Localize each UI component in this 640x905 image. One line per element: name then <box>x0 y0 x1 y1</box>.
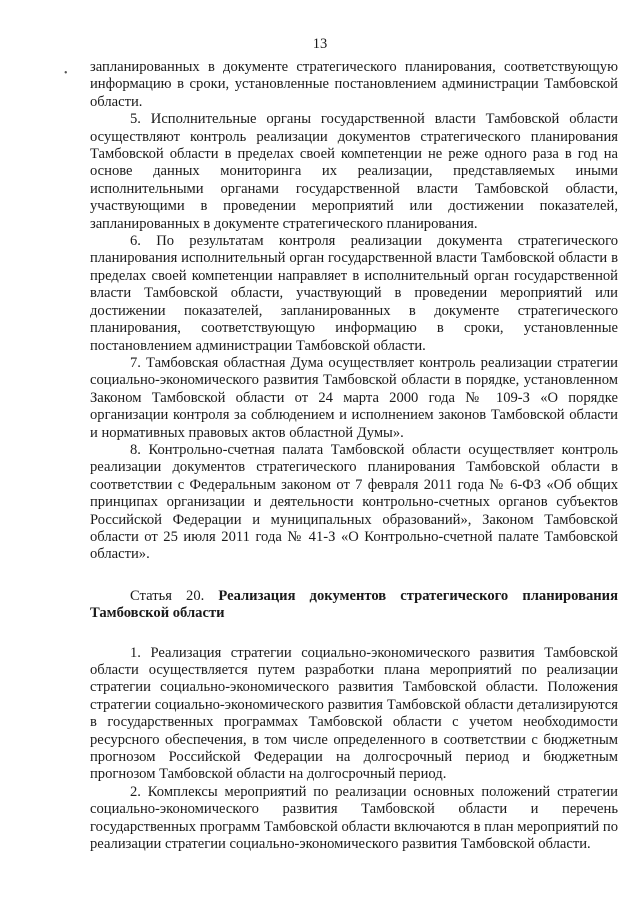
document-body <box>90 59 618 853</box>
article-paragraph-2: 2. Комплексы мероприятий по реализации основных положений стратегии социально-экономического развития Тамбовской области и перечень государственных программ Тамбовской области включаются в план мероприятий по реализации стратегии социально-экономического развития Тамбовской области. <box>90 783 618 853</box>
paragraph-continuation: запланированных в документе стратегического планирования, соответствующую информацию в сроки, установленные постановлением администрации Тамбовской области. <box>90 59 618 110</box>
page-number: 13 <box>312 36 328 52</box>
article-heading <box>90 588 618 623</box>
spacer <box>90 564 618 588</box>
article-paragraph-1: 1. Реализация стратегии социально-экономического развития Тамбовской области осуществляется путем разработки плана мероприятий по реализации стратегии социально-экономического развития Тамбовской области. Положения стратегии социально-экономического развития Тамбовской области детализируются в государственных программах Тамбовской области с учетом необходимости ресурсного обеспечения, в том числе определенного в соответствии с бюджетным прогнозом Российской Федерации на долгосрочный период и бюджетным прогнозом Тамбовской области на долгосрочный период. <box>90 644 618 783</box>
paragraph-7: 7. Тамбовская областная Дума осуществляет контроль реализации стратегии социально-экономического развития Тамбовской области в порядке, установленном Законом Тамбовской области от 24 марта 2000 года № 109-З «О порядке организации контроля за соблюдением и исполнением законов Тамбовской области и нормативных правовых актов областной Думы». <box>90 354 618 441</box>
paragraph-8: 8. Контрольно-счетная палата Тамбовской области осуществляет контроль реализации документов стратегического планирования Тамбовской области в соответствии с Федеральным законом от 7 февраля 2011 года № 6-ФЗ «Об общих принципах организации и деятельности контрольно-счетных органов субъектов Российской Федерации и муниципальных образований», Законом Тамбовской области от 25 июля 2011 года № 41-З «О Контрольно-счетной палате Тамбовской области». <box>90 441 618 563</box>
paragraph-6: 6. По результатам контроля реализации документа стратегического планирования исполнительный орган государственной власти Тамбовской области в пределах своей компетенции направляет в исполнительный орган государственной власти Тамбовской области, участвующий в проведении мероприятий или достижении показателей, запланированных в документе стратегического планирования, соответствующую информацию в сроки, установленные постановлением администрации Тамбовской области. <box>90 233 618 354</box>
paragraph-5: 5. Исполнительные органы государственной власти Тамбовской области осуществляют контроль реализации документов стратегического планирования Тамбовской области в пределах своей компетенции не реже одного раза в год на основе данных мониторинга их реализации, представляемых иными исполнительными органами государственной власти Тамбовской области, участвующими в проведении мероприятий или достижении показателей, запланированных в документе стратегического планирования. <box>90 111 618 232</box>
article-prefix: Статья 20. <box>130 587 205 604</box>
margin-mark: • <box>64 68 68 79</box>
article-title: Реализация документов стратегического планирования Тамбовской области <box>90 587 618 622</box>
spacer <box>90 623 618 645</box>
